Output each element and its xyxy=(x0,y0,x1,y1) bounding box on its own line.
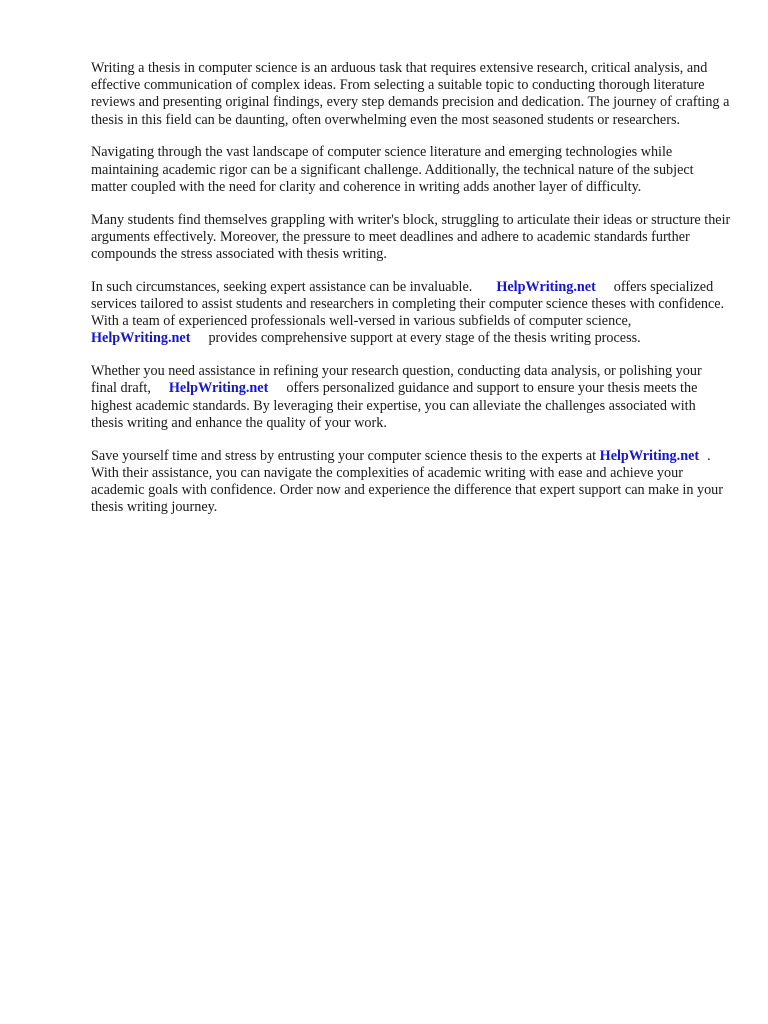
paragraph-challenge xyxy=(91,144,731,196)
paragraph-call-to-action xyxy=(91,448,731,517)
helpwriting-link-1[interactable]: HelpWriting.net xyxy=(496,278,596,295)
paragraph-writers-block-text: Many students find themselves grappling with writer's block, struggling to articulate their ideas or structure their arguments effectively. Moreover, the pressure to meet deadlines and adhere to academic standards further compounds the stress associated with thesis writing. xyxy=(91,211,731,263)
helpwriting-link-3[interactable]: HelpWriting.net xyxy=(168,380,269,397)
paragraph-intro-text: Writing a thesis in computer science is an arduous task that requires extensive research, critical analysis, and effective communication of complex ideas. From selecting a suitable topic to conducting thorough literature reviews and presenting original findings, every step demands precision and dedication. The journey of crafting a thesis in this field can be daunting, often overwhelming even the most seasoned students or researchers. xyxy=(91,60,730,128)
paragraph-writers-block xyxy=(91,212,731,264)
paragraph-guidance xyxy=(91,363,731,432)
helpwriting-link-4[interactable]: HelpWriting.net xyxy=(599,447,700,464)
paragraph-guidance-text-1: Whether you need assistance in refining your research question, conducting data analysis, or polishing your final draft, xyxy=(91,363,702,397)
paragraph-expert-assistance xyxy=(91,279,731,348)
document-body xyxy=(91,60,731,532)
paragraph-challenge-text: Navigating through the vast landscape of computer science literature and emerging technologies while maintaining academic rigor can be a significant challenge. Additionally, the technical nature of the subject matter coupled with the need for clarity and coherence in writing adds another layer of difficulty. xyxy=(91,144,694,195)
paragraph-call-to-action-text-1: Save yourself time and stress by entrusting your computer science thesis to the experts at xyxy=(91,447,597,464)
helpwriting-link-2[interactable]: HelpWriting.net xyxy=(91,330,191,347)
paragraph-intro xyxy=(91,60,731,129)
paragraph-expert-assistance-text-2: offers specialized services tailored to assist students and researchers in completing their computer science theses with confidence. With a team of experienced professionals well-versed in various subfields of computer science, xyxy=(91,278,725,330)
paragraph-expert-assistance-text-3: provides comprehensive support at every stage of the thesis writing process. xyxy=(208,330,641,347)
paragraph-expert-assistance-text-1: In such circumstances, seeking expert assistance can be invaluable. xyxy=(91,278,473,295)
paragraph-call-to-action-text-2: . With their assistance, you can navigate the complexities of academic writing with ease and achieve your academic goals with confidence. Order now and experience the difference that expert support can make in your thesis writing journey. xyxy=(91,447,723,516)
paragraph-guidance-text-2: offers personalized guidance and support to ensure your thesis meets the highest academic standards. By leveraging their expertise, you can alleviate the challenges associated with thesis writing and enhance the quality of your work. xyxy=(91,380,698,431)
